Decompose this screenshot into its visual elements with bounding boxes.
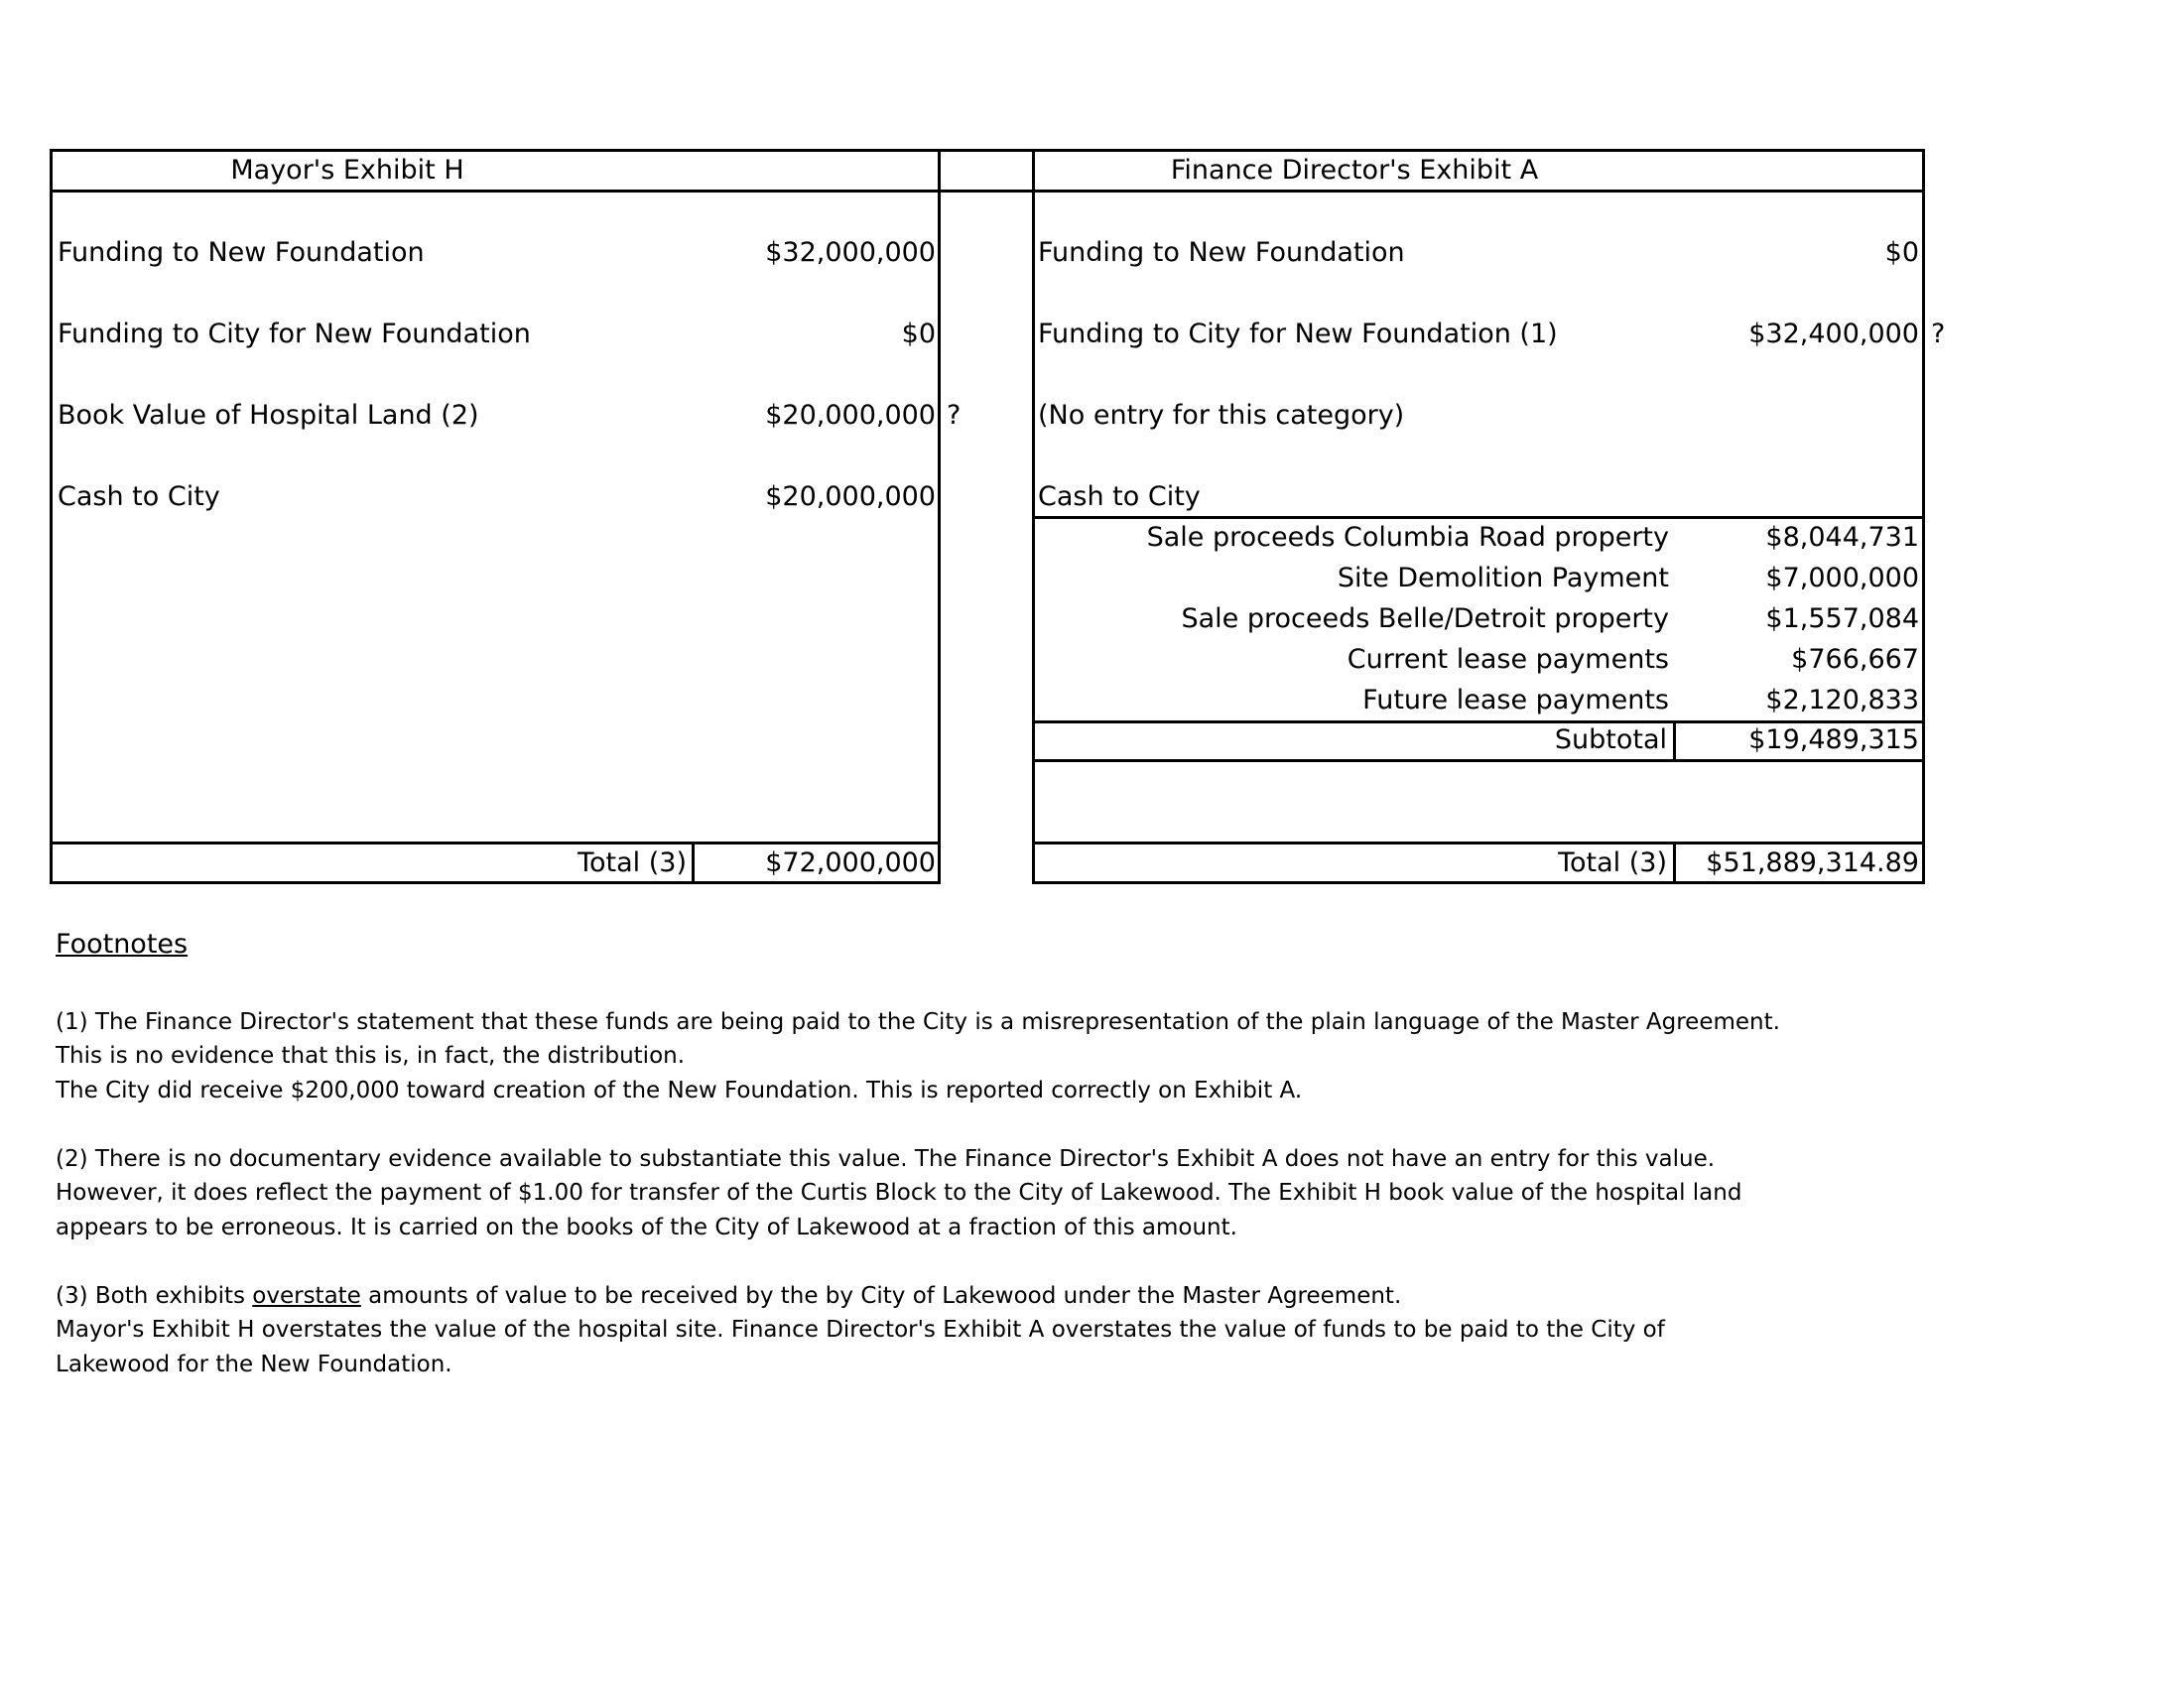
footnotes-heading: Footnotes bbox=[56, 929, 189, 960]
mayor-total-value: $72,000,000 bbox=[765, 847, 936, 878]
question-mark: ? bbox=[947, 400, 962, 431]
finance-header-divider bbox=[1032, 190, 1925, 193]
finance-subtotal-separator bbox=[1673, 720, 1676, 762]
footnote-2-line: appears to be erroneous. It is carried on the books of the City of Lakewood at a fraction of this amount. bbox=[56, 1215, 1237, 1240]
footnote-3-line: Lakewood for the New Foundation. bbox=[56, 1352, 452, 1377]
finance-row-label: Funding to New Foundation bbox=[1038, 237, 1405, 268]
finance-subtotal-bottom-divider bbox=[1032, 759, 1925, 762]
footnote-3-line: Mayor's Exhibit H overstates the value of the hospital site. Finance Director's Exhibit A overstates the value of funds to be paid to the City of bbox=[56, 1317, 1665, 1343]
mayor-row-label: Book Value of Hospital Land (2) bbox=[58, 400, 479, 431]
cash-item-label: Current lease payments bbox=[1347, 644, 1669, 675]
finance-subtotal-top-divider bbox=[1032, 720, 1925, 723]
finance-total-divider bbox=[1032, 842, 1925, 844]
mayor-row-value: $20,000,000 bbox=[765, 481, 936, 512]
mayor-row-label: Cash to City bbox=[58, 481, 220, 512]
finance-cash-divider bbox=[1032, 516, 1925, 519]
finance-row-value: $0 bbox=[1884, 237, 1919, 268]
mayor-total-divider bbox=[50, 842, 941, 844]
cash-item-value: $2,120,833 bbox=[1765, 685, 1919, 715]
cash-item-label: Site Demolition Payment bbox=[1337, 563, 1669, 593]
footnote-3-underlined-word: overstate bbox=[252, 1283, 361, 1309]
finance-total-label: Total (3) bbox=[1558, 847, 1667, 878]
finance-row-label: (No entry for this category) bbox=[1038, 400, 1405, 431]
finance-row-label: Funding to City for New Foundation (1) bbox=[1038, 319, 1558, 349]
mayor-row-value: $0 bbox=[901, 319, 936, 349]
cash-item-value: $7,000,000 bbox=[1765, 563, 1919, 593]
cash-item-value: $8,044,731 bbox=[1765, 522, 1919, 553]
footnote-2-line: However, it does reflect the payment of $1.00 for transfer of the Curtis Block to the City of Lakewood. The Exhibit H book value of the hospital land bbox=[56, 1180, 1742, 1206]
subtotal-label: Subtotal bbox=[1554, 724, 1667, 755]
footnote-3-line bbox=[56, 1279, 1401, 1313]
cash-item-value: $766,667 bbox=[1791, 644, 1919, 675]
finance-row-label: Cash to City bbox=[1038, 481, 1201, 512]
mayor-row-value: $20,000,000 bbox=[765, 400, 936, 431]
footnote-1-line: This is no evidence that this is, in fact, the distribution. bbox=[56, 1043, 686, 1069]
cash-item-label: Sale proceeds Columbia Road property bbox=[1146, 522, 1669, 553]
footnote-2-line: (2) There is no documentary evidence available to substantiate this value. The Finance Director's Exhibit A does not have an entry for this value. bbox=[56, 1146, 1716, 1172]
footnote-1-line: The City did receive $200,000 toward creation of the New Foundation. This is reported correctly on Exhibit A. bbox=[56, 1078, 1303, 1103]
mayor-header-divider bbox=[50, 190, 941, 193]
question-mark: ? bbox=[1931, 319, 1946, 349]
finance-row-value: $32,400,000 bbox=[1748, 319, 1919, 349]
finance-exhibit-title: Finance Director's Exhibit A bbox=[1170, 155, 1539, 186]
footnote-3-text: amounts of value to be received by the by City of Lakewood under the Master Agreement. bbox=[360, 1283, 1402, 1309]
footnote-1-line: (1) The Finance Director's statement that these funds are being paid to the City is a misrepresentation of the plain language of the Master Agreement. bbox=[56, 1009, 1780, 1035]
finance-total-separator bbox=[1673, 842, 1676, 884]
cash-item-label: Future lease payments bbox=[1362, 685, 1669, 715]
mayor-exhibit-title: Mayor's Exhibit H bbox=[230, 155, 464, 186]
header-spacer-cell bbox=[938, 149, 1035, 193]
subtotal-value: $19,489,315 bbox=[1748, 724, 1919, 755]
cash-item-label: Sale proceeds Belle/Detroit property bbox=[1181, 603, 1669, 634]
finance-total-value: $51,889,314.89 bbox=[1706, 847, 1919, 878]
mayor-row-label: Funding to New Foundation bbox=[58, 237, 425, 268]
mayor-row-value: $32,000,000 bbox=[765, 237, 936, 268]
mayor-total-label: Total (3) bbox=[578, 847, 687, 878]
mayor-row-label: Funding to City for New Foundation bbox=[58, 319, 531, 349]
cash-item-value: $1,557,084 bbox=[1765, 603, 1919, 634]
footnote-3-text: (3) Both exhibits bbox=[56, 1283, 253, 1309]
